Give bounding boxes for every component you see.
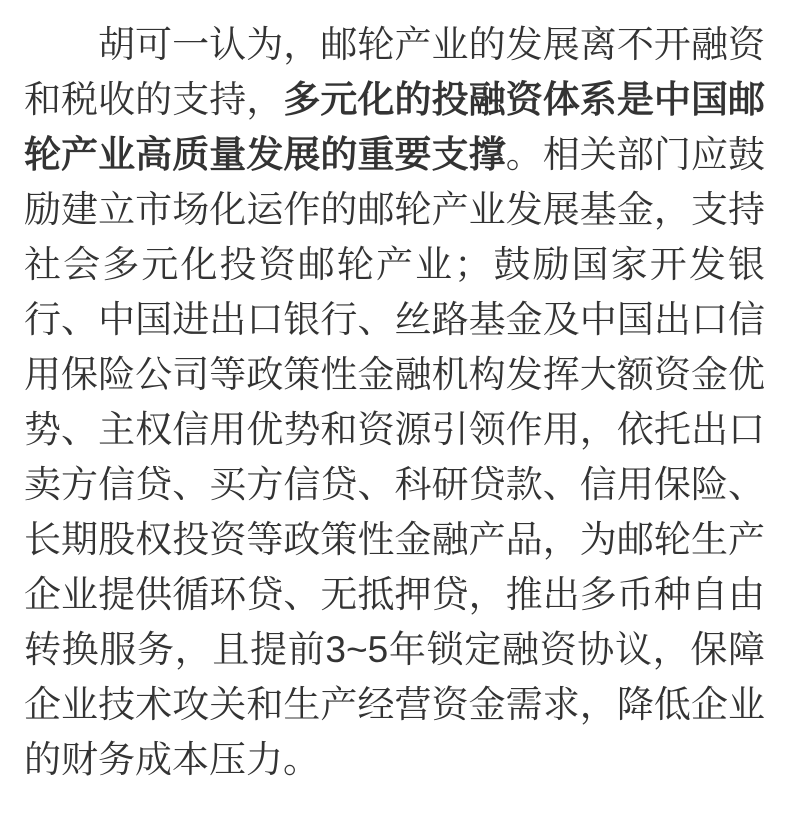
- article-paragraph: [24, 17, 765, 787]
- body-text-run: 胡可一认为，邮轮产业的发展离不开融资和税收的支持，: [24, 24, 765, 120]
- body-text-run: 。相关部门应鼓励建立市场化运作的邮轮产业发展基金，支持社会多元化投资邮轮产业；鼓励国家开发银行、中国进出口银行、丝路基金及中国出口信用保险公司等政策性金融机构发挥大额资金优势、主权信用优势和资源引领作用，依托出口卖方信贷、买方信贷、科研贷款、信用保险、长期股权投资等政策性金融产品，为邮轮生产企业提供循环贷、无抵押贷，推出多币种自由转换服务，且提前3~5年锁定融资协议，保障企业技术攻关和生产经营资金需求，降低企业的财务成本压力。: [24, 134, 766, 780]
- emphasis-text-run: 多元化的投融资体系是中国邮轮产业高质量发展的重要支撑: [24, 79, 766, 175]
